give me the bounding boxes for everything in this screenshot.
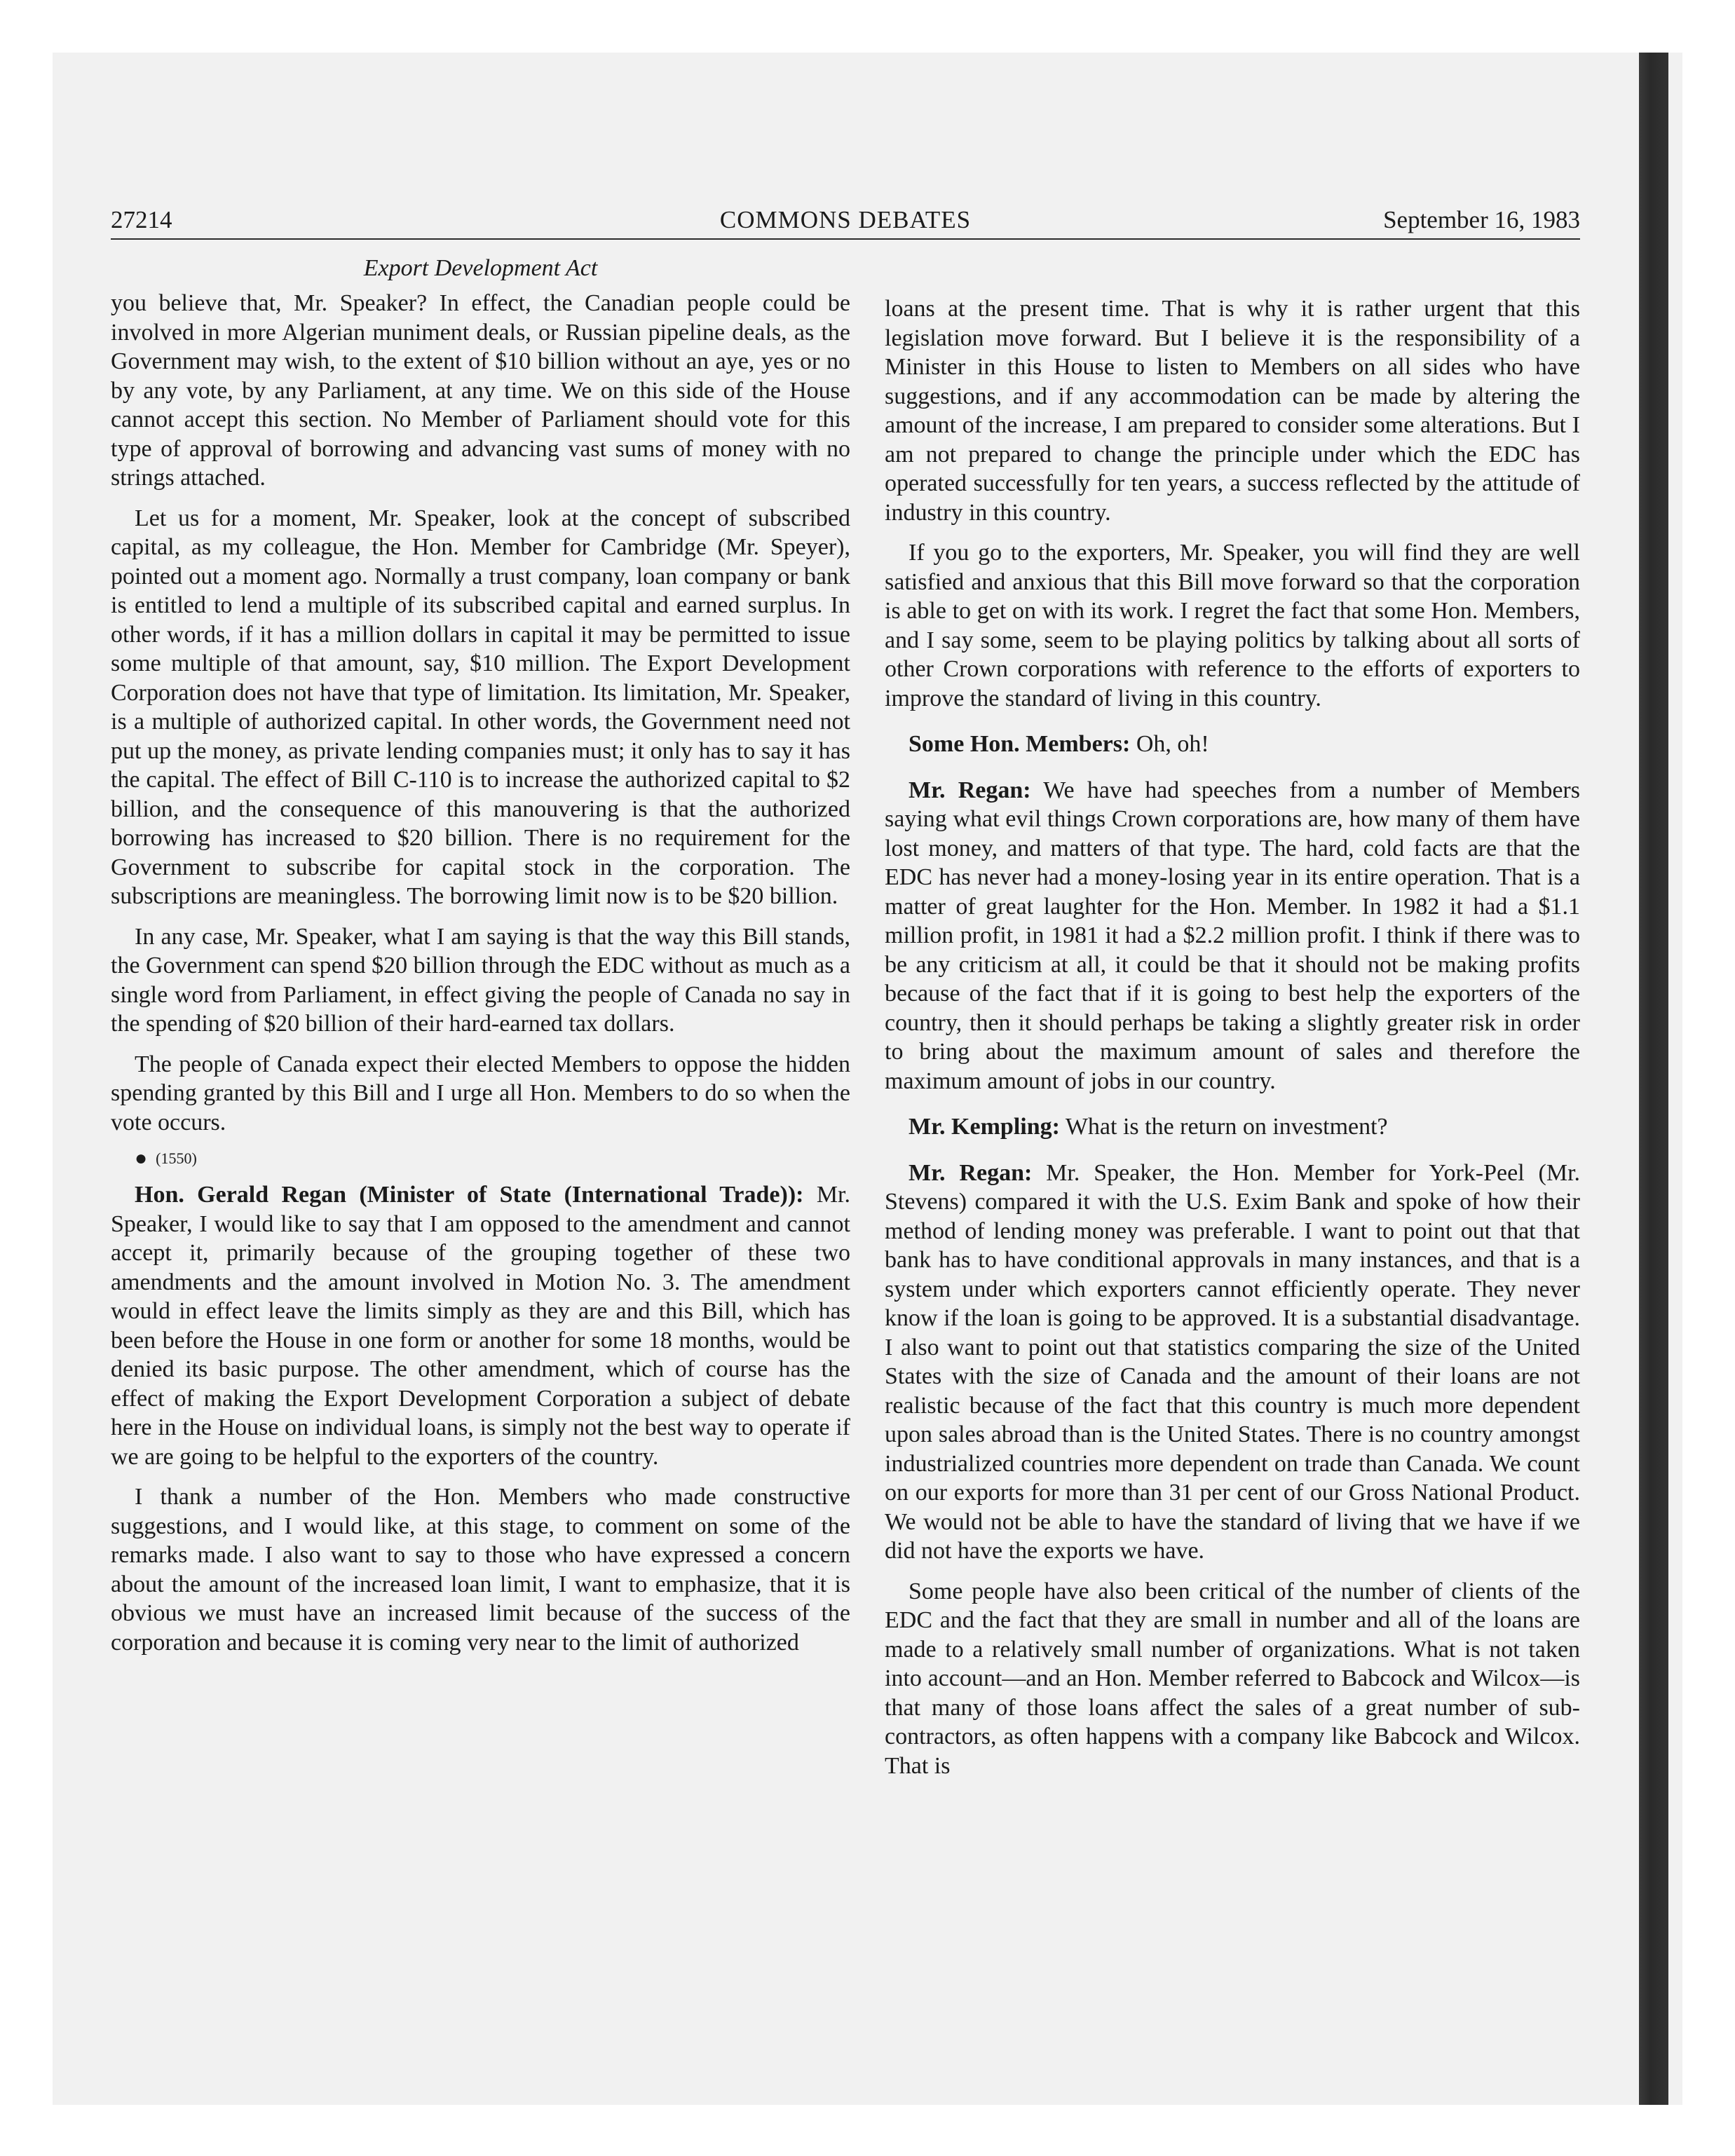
publication-date: September 16, 1983: [1383, 206, 1580, 233]
paragraph: Let us for a moment, Mr. Speaker, look at the concept of subscribed capital, as my colleague, the Hon. Member for Cambridge (Mr. Speyer), pointed out a moment ago. Normally a trust company, loan company or bank is entitled to lend a multiple of its subscribed capital and earned surplus. In other words, if it has a million dollars in capital it may be permitted to issue some multiple of that amount, say, $10 million. The Export Development Corporation does not have that type of limitation. Its limitation, Mr. Speaker, is a multiple of authorized capital. In other words, the Government need not put up the money, as private lending companies must; it only has to say it has the capital. The effect of Bill C-110 is to increase the authorized capital to $2 billion, and the consequence of this manouvering is that the authorized borrowing has increased to $20 billion. There is no requirement for the Government to subscribe for capital stock in the corporation. The subscriptions are meaningless. The borrowing limit now is to be $20 billion.: [111, 505, 850, 909]
time-marker-label: (1550): [156, 1149, 197, 1167]
page-number: 27214: [111, 206, 172, 233]
paragraph: you believe that, Mr. Speaker? In effect, the Canadian people could be involved in more Algerian muniment deals, or Russian pipeline deals, as the Government may wish, to the extent of $10 billion without an aye, yes or no by any vote, by any Parliament, at any time. We on this side of the House cannot accept this section. No Member of Parliament should vote for this type of approval of borrowing and advancing vast sums of money with no strings attached.: [111, 290, 850, 491]
bullet-icon: ●: [135, 1147, 148, 1170]
paragraph: loans at the present time. That is why it is rather urgent that this legislation move forward. But I believe it is the responsibility of a Minister in this House to listen to Members on all sides who have suggestions, and if any accommodation can be made by altering the amount of the increase, I am prepared to consider some alterations. But I am not prepared to change the principle under which the EDC has operated successfully for ten years, a success reflected by the attitude of industry in this country.: [885, 296, 1580, 526]
speech-text: What is the return on investment?: [1059, 1114, 1388, 1140]
header-rule: [111, 238, 1580, 240]
paragraph: I thank a number of the Hon. Members who made constructive suggestions, and I would like, at this stage, to comment on some of the remarks made. I also want to say to those who have expressed a concern about the amount of the increased loan limit, I want to emphasize, that it is obvious we must have an increased limit because of the success of the corporation and because it is coming very near to the limit of authorized: [111, 1484, 850, 1656]
speech-paragraph: [111, 1180, 850, 1471]
paragraph: The people of Canada expect their elected Members to oppose the hidden spending granted by this Bill and I urge all Hon. Members to do so when the vote occurs.: [111, 1051, 850, 1135]
speaker-name: Mr. Regan:: [909, 777, 1031, 803]
left-column: [111, 289, 850, 1668]
time-marker: [111, 1148, 850, 1169]
right-column: [885, 294, 1580, 1792]
speaker-name: Hon. Gerald Regan (Minister of State (International Trade)):: [135, 1182, 804, 1208]
speech-text: Oh, oh!: [1130, 731, 1209, 757]
paragraph: If you go to the exporters, Mr. Speaker, you will find they are well satisfied and anxious that this Bill move forward so that the corporation is able to get on with its work. I regret the fact that some Hon. Members, and I say some, seem to be playing politics by talking about all sorts of other Crown corporations with reference to the efforts of exporters to improve the standard of living in this country.: [885, 540, 1580, 711]
speech-text: Mr. Speaker, the Hon. Member for York-Peel (Mr. Stevens) compared it with the U.S. Exim Bank and spoke of how their method of lending money was preferable. I want to point out that that bank has to have conditional approvals in many instances, and that is a system under which exporters cannot efficiently operate. They never know if the loan is going to be approved. It is a substantial disadvantage. I also want to point out that statistics comparing the size of the United States with the size of Canada and the amount of their loans are not realistic because of the fact that this country is much more dependent upon sales abroad than is the United States. There is no country amongst industrialized countries more dependent on trade than Canada. We count on our exports for more than 31 per cent of our Gross National Product. We would not be able to have the standard of living that we have if we did not have the exports we have.: [885, 1159, 1581, 1564]
speech-paragraph: [885, 730, 1580, 759]
publication-title: COMMONS DEBATES: [719, 206, 972, 233]
paragraph: Some people have also been critical of the number of clients of the EDC and the fact that they are small in number and all of the loans are made to a relatively small number of organizations. What is not taken into account—and an Hon. Member referred to Babcock and Wilcox—is that many of those loans affect the sales of a great number of sub-contractors, as often happens with a company like Babcock and Wilcox. That is: [885, 1578, 1580, 1779]
section-heading: Export Development Act: [363, 255, 598, 281]
speaker-name: Mr. Kempling:: [909, 1114, 1060, 1140]
paragraph: In any case, Mr. Speaker, what I am saying is that the way this Bill stands, the Government can spend $20 billion through the EDC without as much as a single word from Parliament, in effect giving the people of Canada no say in the spending of $20 billion of their hard-earned tax dollars.: [111, 923, 850, 1037]
speaker-name: Some Hon. Members:: [909, 731, 1131, 757]
speech-text: Mr. Speaker, I would like to say that I am opposed to the amendment and cannot accept it, primarily because of the grouping together of these two amendments and the amount involved in Motion No. 3. The amendment would in effect leave the limits simply as they are and this Bill, which has been before the House in one form or another for some 18 months, would be denied its basic purpose. The other amendment, which of course has the effect of making the Export Development Corporation a subject of debate here in the House on individual loans, is simply not the best way to operate if we are going to be helpful to the exporters of the country.: [111, 1182, 850, 1470]
speaker-name: Mr. Regan:: [909, 1159, 1033, 1186]
speech-paragraph: [885, 776, 1580, 1096]
speech-paragraph: [885, 1159, 1580, 1566]
binding-edge: [1639, 53, 1668, 2105]
speech-text: We have had speeches from a number of Members saying what evil things Crown corporations are, how many of them have lost money, and matters of that type. The hard, cold facts are that the EDC has never had a money-losing year in its entire operation. That is a matter of great laughter for the Hon. Member. In 1982 it had a $1.1 million profit, in 1981 it had a $2.2 million profit. I think if there was to be any criticism at all, it could be that it should not be making profits because of the fact that if it is going to best help the exporters of the country, then it should perhaps be taking a slightly greater risk in order to bring about the maximum amount of sales and therefore the maximum amount of jobs in our country.: [885, 777, 1580, 1094]
speech-paragraph: [885, 1112, 1580, 1142]
